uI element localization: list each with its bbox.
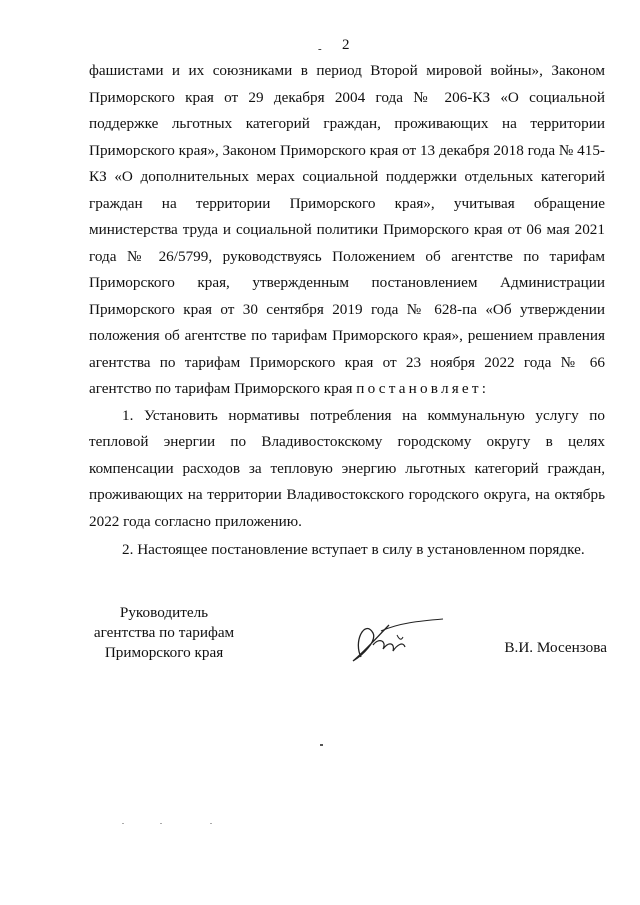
preamble-text: фашистами и их союзниками в период Второй мировой войны», Законом Приморского края от 29 декабря 2004 года № 206-КЗ «О социальной поддержке льготных категорий граждан, проживающих на территории Приморского края», Законом Приморского края от 13 декабря 2018 года № 415-КЗ «О дополнительных мерах социальной поддержки отдельных категорий граждан на территории Приморского края», учитывая обращение министерства труда и социальной политики Приморского края от 06 мая 2021 года № 26/5799, руководствуясь Положением об агентстве по тарифам Приморского края, утвержденным постановлением Администрации Приморского края от 30 сентября 2019 года № 628-па «Об утверждении положения об агентстве по тарифам Приморского края», решением правления агентства по тарифам Приморского края от 23 ноября 2022 года № 66 агентство по тарифам Приморского края bbox=[89, 62, 605, 397]
page-number-mark: - bbox=[318, 43, 322, 55]
signer-position-line-2: агентства по тарифам bbox=[93, 624, 235, 641]
signer-position-line-1: Руководитель bbox=[119, 604, 209, 621]
scan-speck bbox=[122, 823, 124, 824]
handwritten-signature bbox=[339, 611, 449, 667]
decree-item-1: 1. Установить нормативы потребления на коммунальную услугу по тепловой энергии по Владивостокскому городскому округу в целях компенсации расходов за тепловую энергию льготных категорий граждан, проживающих на территории Владивостокского городского округа, на октябрь 2022 года согласно приложению. bbox=[89, 406, 605, 530]
decree-word: постановляет: bbox=[356, 380, 490, 397]
signature-block bbox=[89, 603, 609, 673]
page-number: 2 bbox=[342, 37, 350, 53]
scan-speck bbox=[160, 823, 162, 824]
signer-position-line-3: Приморского края bbox=[104, 644, 224, 661]
preamble-paragraph bbox=[89, 58, 605, 403]
signer-position bbox=[89, 603, 239, 663]
document-body bbox=[89, 58, 605, 564]
signer-name: В.И. Мосензова bbox=[504, 639, 607, 656]
decree-item-2: 2. Настоящее постановление вступает в силу в установленном порядке. bbox=[122, 541, 585, 558]
scan-speck bbox=[320, 744, 323, 746]
scan-speck bbox=[210, 823, 212, 824]
